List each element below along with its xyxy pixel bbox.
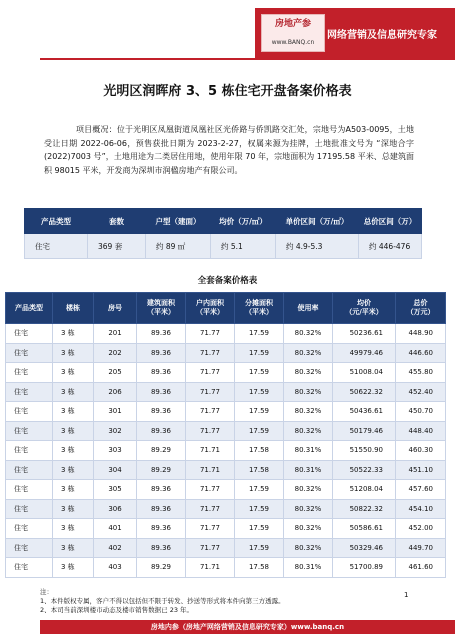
table-cell: 住宅 [6, 421, 53, 441]
table-cell: 71.77 [186, 324, 235, 344]
table-cell: 71.77 [186, 363, 235, 383]
table-cell: 201 [94, 324, 137, 344]
table-cell: 89.36 [137, 402, 186, 422]
table-cell: 50622.32 [333, 382, 396, 402]
table-cell: 89.36 [137, 363, 186, 383]
table-cell: 89.29 [137, 558, 186, 578]
table-cell: 80.31% [284, 460, 333, 480]
table-cell: 17.59 [235, 363, 284, 383]
table-cell: 305 [94, 480, 137, 500]
table-cell: 住宅 [6, 480, 53, 500]
table-row [6, 363, 446, 383]
table-cell: 住宅 [6, 460, 53, 480]
summary-header: 套数 [88, 209, 146, 234]
summary-cell: 约 446-476 [359, 234, 422, 259]
table-cell: 住宅 [6, 441, 53, 461]
table-cell: 71.71 [186, 441, 235, 461]
header-slogan: 网络营销及信息研究专家 [327, 30, 437, 41]
price-table-header: 均价 （元/平米） [333, 293, 396, 324]
table-cell: 50822.32 [333, 499, 396, 519]
table-cell: 401 [94, 519, 137, 539]
table-cell: 50179.46 [333, 421, 396, 441]
table-cell: 3 栋 [53, 519, 94, 539]
table-row [6, 324, 446, 344]
table-cell: 17.59 [235, 480, 284, 500]
summary-cell: 约 4.9-5.3 [276, 234, 359, 259]
table-cell: 17.59 [235, 538, 284, 558]
table-cell: 17.59 [235, 402, 284, 422]
table-cell: 89.36 [137, 519, 186, 539]
table-row [6, 558, 446, 578]
table-cell: 451.10 [396, 460, 446, 480]
table-cell: 住宅 [6, 558, 53, 578]
table-row [6, 538, 446, 558]
project-overview: 项目概况：位于光明区凤凰街道凤凰社区光侨路与侨凯路交汇处，宗地号为A503-0095，土地受让日期 2022-06-06，预售获批日期为 2023-2-27，权属来源为挂牌，土地批准文号为 “深地合字(2022)7003 号”，土地用途为二类居住用地，使用年限 70 年，宗地面积为 17195.58 平米、总建筑面积 98015 平米，开发商为深圳市润楹房地产有限公司。 [44, 125, 414, 175]
table-cell: 80.32% [284, 519, 333, 539]
table-cell: 50329.46 [333, 538, 396, 558]
table-cell: 301 [94, 402, 137, 422]
page-number: 1 [404, 591, 409, 599]
table-cell: 89.36 [137, 480, 186, 500]
table-cell: 80.32% [284, 421, 333, 441]
table-cell: 303 [94, 441, 137, 461]
price-list-table [5, 292, 446, 578]
table-cell: 71.71 [186, 558, 235, 578]
table-cell: 3 栋 [53, 499, 94, 519]
table-cell: 452.40 [396, 382, 446, 402]
table-cell: 3 栋 [53, 558, 94, 578]
table-cell: 住宅 [6, 538, 53, 558]
table-cell: 89.29 [137, 460, 186, 480]
table-cell: 50586.61 [333, 519, 396, 539]
table-cell: 457.60 [396, 480, 446, 500]
table-cell: 50522.33 [333, 460, 396, 480]
table-row [6, 519, 446, 539]
table-cell: 71.77 [186, 343, 235, 363]
table-row [6, 499, 446, 519]
price-table-header: 总价 （万元） [396, 293, 446, 324]
summary-header: 产品类型 [25, 209, 88, 234]
table-cell: 71.71 [186, 460, 235, 480]
table-cell: 461.60 [396, 558, 446, 578]
table-cell: 17.59 [235, 421, 284, 441]
table-cell: 49979.46 [333, 343, 396, 363]
table-cell: 3 栋 [53, 324, 94, 344]
table-row [6, 402, 446, 422]
summary-header: 单价区间（万/㎡） [276, 209, 359, 234]
table-cell: 402 [94, 538, 137, 558]
table-cell: 80.32% [284, 538, 333, 558]
price-table-header: 使用率 [284, 293, 333, 324]
table-cell: 17.59 [235, 382, 284, 402]
footer-banner [40, 620, 455, 634]
table-cell: 71.77 [186, 519, 235, 539]
summary-cell: 住宅 [25, 234, 88, 259]
table-cell: 448.90 [396, 324, 446, 344]
table-cell: 89.36 [137, 324, 186, 344]
table-cell: 3 栋 [53, 382, 94, 402]
table-cell: 454.10 [396, 499, 446, 519]
price-table-header: 楼栋 [53, 293, 94, 324]
table-cell: 51008.04 [333, 363, 396, 383]
table-cell: 17.59 [235, 343, 284, 363]
table-cell: 89.36 [137, 499, 186, 519]
table-row [6, 343, 446, 363]
table-cell: 452.00 [396, 519, 446, 539]
table-cell: 89.29 [137, 441, 186, 461]
summary-table [24, 208, 422, 259]
table-cell: 3 栋 [53, 363, 94, 383]
table-cell: 住宅 [6, 499, 53, 519]
table-cell: 50436.61 [333, 402, 396, 422]
logo-text: 房地产参 [274, 19, 311, 29]
summary-header: 总价区间（万） [359, 209, 422, 234]
table-cell: 住宅 [6, 343, 53, 363]
table-cell: 71.77 [186, 499, 235, 519]
summary-cell: 约 5.1 [211, 234, 276, 259]
document-title: 光明区润晖府 3、5 栋住宅开盘备案价格表 [103, 84, 352, 99]
table-row [6, 382, 446, 402]
summary-header: 均价（万/㎡） [211, 209, 276, 234]
table-cell: 71.77 [186, 421, 235, 441]
price-table-header: 分摊面积 （平米） [235, 293, 284, 324]
summary-cell: 369 套 [88, 234, 146, 259]
table-cell: 71.77 [186, 402, 235, 422]
note-item: 2、本司当前深圳楼市动态及楼市销售数据已 23 年。 [40, 606, 194, 614]
table-cell: 3 栋 [53, 538, 94, 558]
table-cell: 17.59 [235, 519, 284, 539]
brand-logo [261, 14, 325, 52]
table-cell: 51208.04 [333, 480, 396, 500]
table-cell: 17.58 [235, 441, 284, 461]
table-cell: 304 [94, 460, 137, 480]
table-row [6, 441, 446, 461]
table-cell: 80.31% [284, 441, 333, 461]
table-row [6, 480, 446, 500]
table-cell: 17.58 [235, 558, 284, 578]
table-cell: 448.40 [396, 421, 446, 441]
table-cell: 80.32% [284, 343, 333, 363]
table-cell: 51700.89 [333, 558, 396, 578]
table-cell: 3 栋 [53, 460, 94, 480]
table-cell: 450.70 [396, 402, 446, 422]
table-cell: 80.32% [284, 324, 333, 344]
table-cell: 89.36 [137, 343, 186, 363]
table-row [6, 421, 446, 441]
table-cell: 80.32% [284, 363, 333, 383]
table-cell: 455.80 [396, 363, 446, 383]
header-divider [40, 58, 455, 60]
summary-cell: 约 89 ㎡ [146, 234, 211, 259]
table-cell: 住宅 [6, 519, 53, 539]
footnotes [40, 588, 400, 615]
table-cell: 住宅 [6, 363, 53, 383]
header-banner [255, 8, 455, 58]
table-cell: 302 [94, 421, 137, 441]
table-cell: 89.36 [137, 538, 186, 558]
table-cell: 3 栋 [53, 480, 94, 500]
table-cell: 3 栋 [53, 343, 94, 363]
table-cell: 71.77 [186, 480, 235, 500]
logo-url: www.BANQ.cn [271, 39, 315, 46]
table-cell: 51550.90 [333, 441, 396, 461]
price-table-header: 房号 [94, 293, 137, 324]
table-cell: 3 栋 [53, 402, 94, 422]
table-cell: 71.77 [186, 538, 235, 558]
table-cell: 306 [94, 499, 137, 519]
table-cell: 17.58 [235, 460, 284, 480]
table-cell: 80.32% [284, 402, 333, 422]
summary-header: 户型（建面） [146, 209, 211, 234]
table-cell: 80.31% [284, 558, 333, 578]
price-table-header: 建筑面积 （平米） [137, 293, 186, 324]
table-cell: 449.70 [396, 538, 446, 558]
note-item: 1、本件版权专属，客户不得以包括但不限于转发、抄送等形式将本件向第三方透露。 [40, 597, 285, 605]
table-cell: 205 [94, 363, 137, 383]
table-cell: 80.32% [284, 480, 333, 500]
table-cell: 住宅 [6, 382, 53, 402]
table-cell: 446.60 [396, 343, 446, 363]
table-cell: 17.59 [235, 499, 284, 519]
table-cell: 住宅 [6, 324, 53, 344]
table-cell: 80.32% [284, 499, 333, 519]
table-cell: 89.36 [137, 421, 186, 441]
table-cell: 17.59 [235, 324, 284, 344]
price-table-header: 户内面积 （平米） [186, 293, 235, 324]
table-cell: 460.30 [396, 441, 446, 461]
table-cell: 3 栋 [53, 421, 94, 441]
table-cell: 3 栋 [53, 441, 94, 461]
table-cell: 71.77 [186, 382, 235, 402]
table-cell: 50236.61 [333, 324, 396, 344]
table-cell: 206 [94, 382, 137, 402]
price-table-header: 产品类型 [6, 293, 53, 324]
footer-text: 房地内参（房地产网络营销及信息研究专家）www.banq.cn [150, 623, 345, 631]
table-cell: 403 [94, 558, 137, 578]
table-cell: 89.36 [137, 382, 186, 402]
table-cell: 80.32% [284, 382, 333, 402]
notes-label: 注： [40, 588, 53, 596]
full-table-title: 全套备案价格表 [197, 276, 258, 286]
table-row [6, 460, 446, 480]
table-cell: 202 [94, 343, 137, 363]
table-cell: 住宅 [6, 402, 53, 422]
summary-row [25, 234, 422, 259]
